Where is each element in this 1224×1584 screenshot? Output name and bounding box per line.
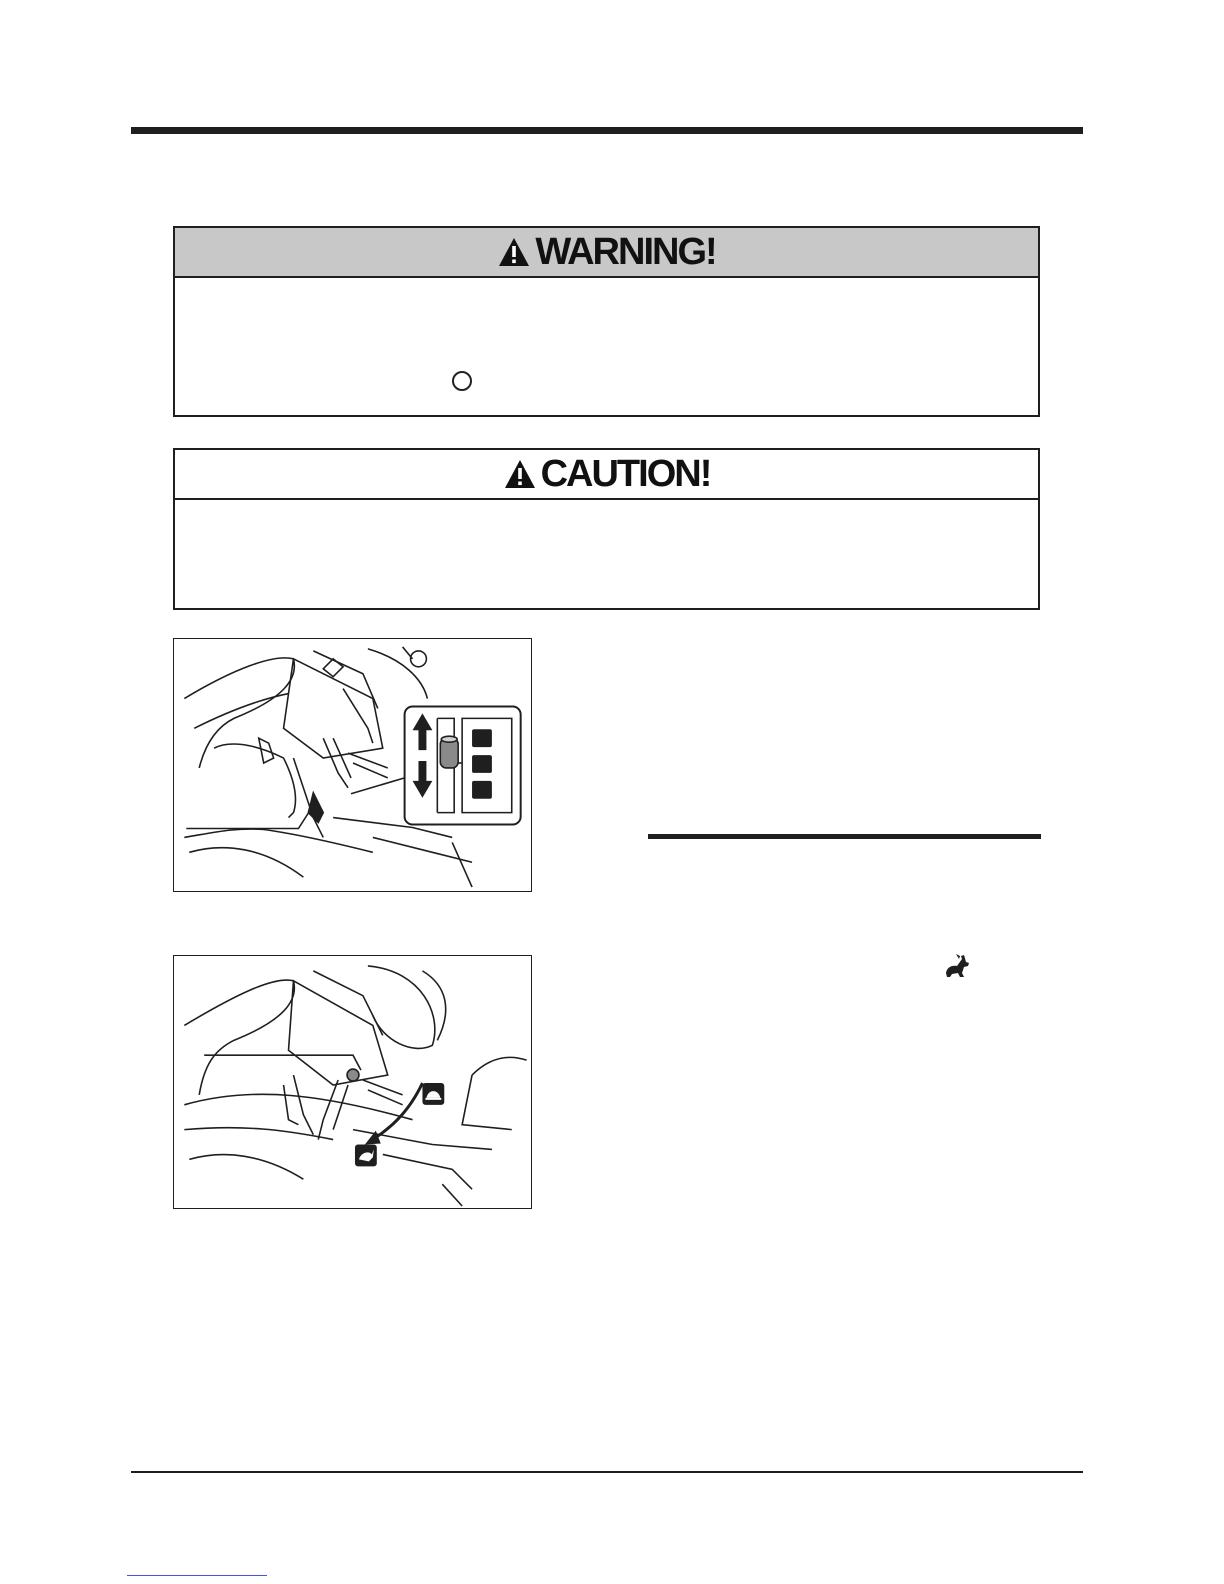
range-shift-lever-illustration [173,638,532,892]
rabbit-icon [355,1145,377,1167]
caution-title: CAUTION! [540,452,711,495]
warning-box [173,226,1040,417]
footer-link-underline[interactable] [127,1575,267,1576]
warning-title: WARNING! [535,230,716,273]
lever-knob-icon [440,736,458,768]
section-rule [648,834,1041,839]
rabbit-icon [942,953,972,979]
circle-marker-icon [452,371,472,391]
caution-box [173,448,1040,610]
caution-header [175,450,1038,500]
footer-rule [131,1471,1083,1473]
warning-triangle-icon [497,236,531,268]
speed-pedal-illustration [173,955,532,1209]
warning-header [175,228,1038,278]
header-rule [131,127,1083,134]
turtle-icon [422,1083,444,1105]
warning-triangle-icon [503,458,537,490]
